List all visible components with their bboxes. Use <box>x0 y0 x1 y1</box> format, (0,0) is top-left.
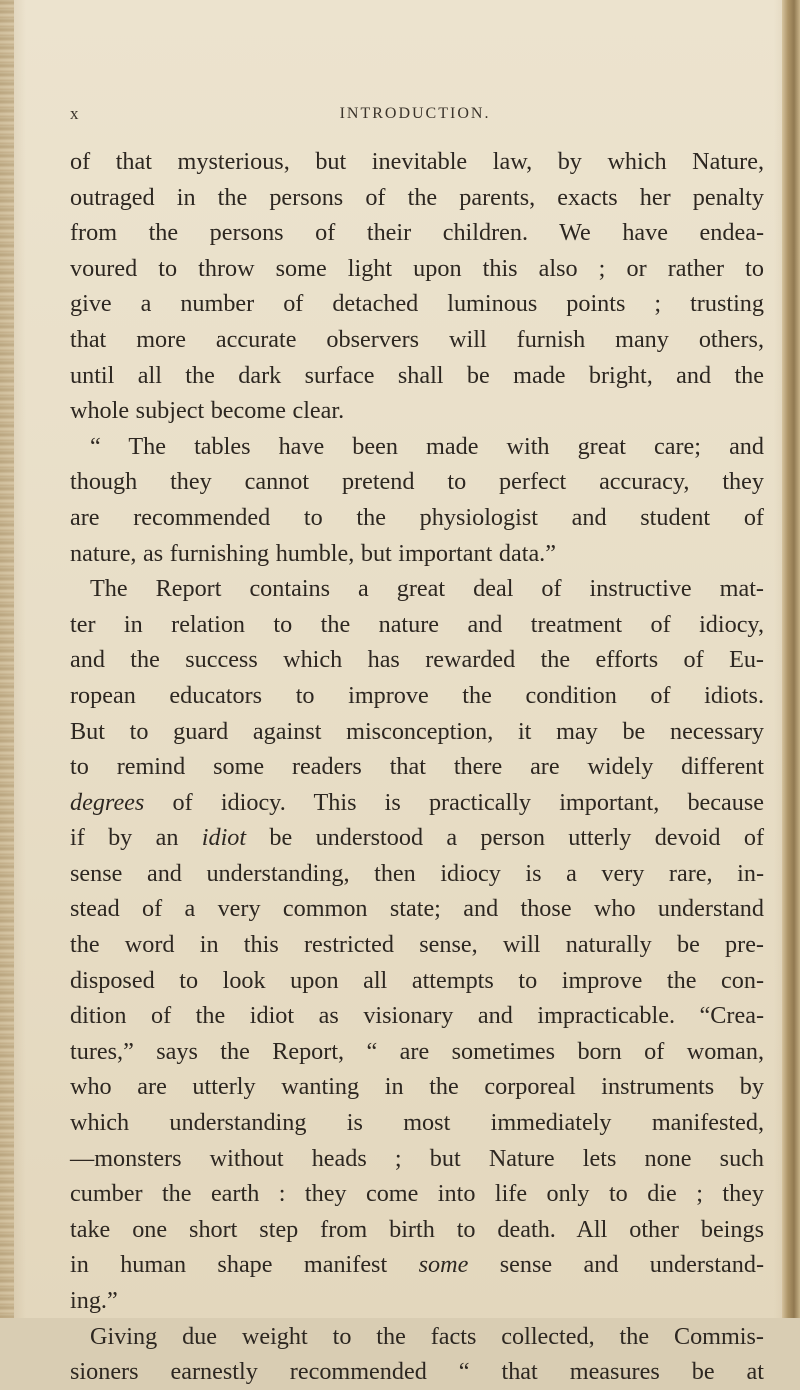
line-segment: in human shape manifest <box>70 1251 419 1279</box>
text-line: cumber the earth : they come into life only to die ; they <box>70 1180 764 1208</box>
body-text <box>70 144 764 1390</box>
text-line: nature, as furnishing humble, but important data.” <box>70 539 556 567</box>
text-line: the word in this restricted sense, will naturally be pre- <box>70 931 764 959</box>
page-number: x <box>70 104 80 123</box>
running-head: INTRODUCTION. <box>339 105 491 122</box>
line-segment: be understood a person utterly devoid of <box>246 824 764 852</box>
text-line: and the success which has rewarded the efforts of Eu- <box>70 646 764 674</box>
text-line: give a number of detached luminous points ; trusting <box>70 290 764 318</box>
text-line: —monsters without heads ; but Nature lets none such <box>70 1144 764 1172</box>
text-line: from the persons of their children. We have endea- <box>70 219 764 247</box>
page-right-edge <box>782 0 800 1318</box>
text-line: “ The tables have been made with great care; and <box>90 432 764 460</box>
text-line: of that mysterious, but inevitable law, by which Nature, <box>70 148 764 175</box>
text-line: voured to throw some light upon this also ; or rather to <box>70 254 764 282</box>
line-segment: sense and understand- <box>468 1251 764 1279</box>
text-line: Giving due weight to the facts collected, the Commis- <box>90 1322 764 1350</box>
page-left-edge <box>0 0 14 1318</box>
line-segment: of idiocy. This is practically important, because <box>144 788 764 816</box>
text-line: But to guard against misconception, it may be necessary <box>70 717 764 745</box>
text-line: sioners earnestly recommended “ that measures be at <box>70 1358 764 1386</box>
text-line <box>70 820 764 856</box>
text-line: that more accurate observers will furnish many others, <box>70 325 764 353</box>
text-line: dition of the idiot as visionary and impracticable. “Crea- <box>70 1002 764 1030</box>
text-line: ing.” <box>70 1287 118 1314</box>
text-line: stead of a very common state; and those who understand <box>70 895 764 923</box>
text-line: who are utterly wanting in the corporeal instruments by <box>70 1073 764 1101</box>
italic-word: idiot <box>201 824 247 852</box>
page-header <box>70 104 760 134</box>
text-line: ropean educators to improve the condition of idiots. <box>70 681 764 709</box>
line-segment: if by an <box>70 824 202 852</box>
text-line: The Report contains a great deal of instructive mat- <box>90 575 764 603</box>
italic-word: degrees <box>70 788 145 816</box>
text-line: disposed to look upon all attempts to improve the con- <box>70 966 764 994</box>
text-line <box>70 785 764 821</box>
text-line: though they cannot pretend to perfect accuracy, they <box>70 468 764 496</box>
text-line: are recommended to the physiologist and student of <box>70 503 764 531</box>
text-line: outraged in the persons of the parents, exacts her penalty <box>70 183 764 211</box>
text-line: whole subject become clear. <box>70 397 345 425</box>
text-line: ter in relation to the nature and treatment of idiocy, <box>70 610 764 638</box>
text-line: which understanding is most immediately manifested, <box>70 1109 764 1137</box>
text-line: take one short step from birth to death. All other beings <box>70 1215 764 1243</box>
text-line: to remind some readers that there are widely different <box>70 753 764 781</box>
text-line <box>70 1247 764 1283</box>
text-line: sense and understanding, then idiocy is a very rare, in- <box>70 859 764 887</box>
text-line: tures,” says the Report, “ are sometimes born of woman, <box>70 1037 764 1065</box>
text-line: until all the dark surface shall be made bright, and the <box>70 361 764 389</box>
italic-word: some <box>418 1251 469 1279</box>
